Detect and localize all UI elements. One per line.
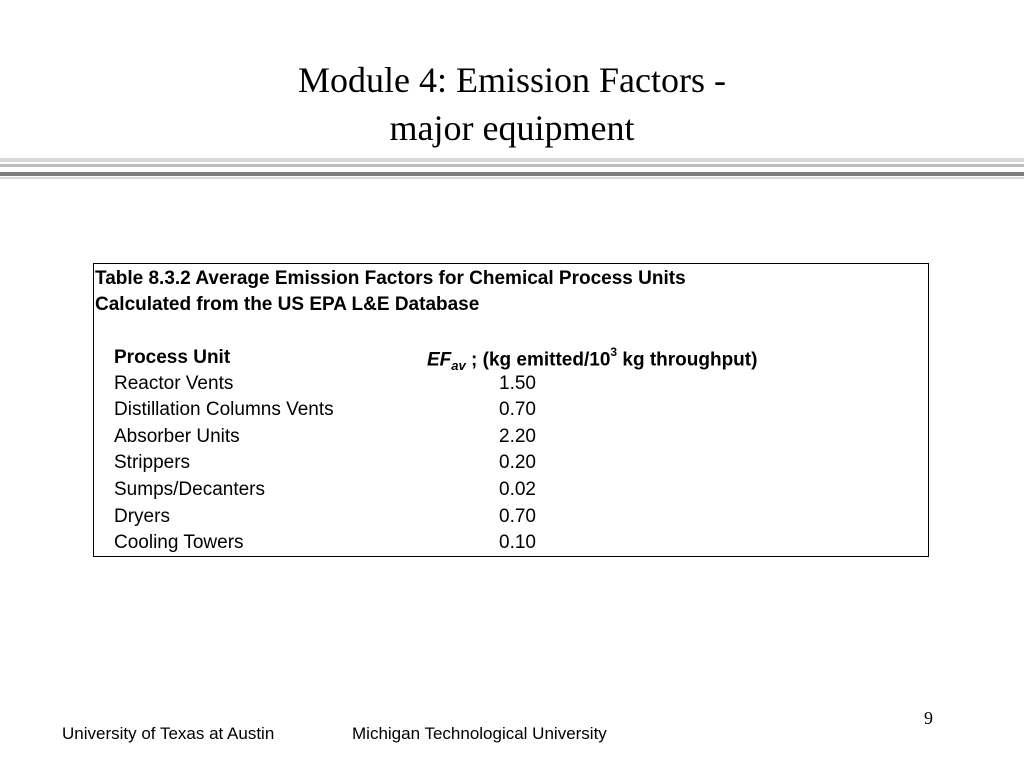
process-unit-cell: Absorber Units [114,426,240,447]
process-unit-cell: Dryers [114,506,170,527]
column-header-emission-factor [427,347,757,373]
emission-factor-cell: 2.20 [499,426,536,447]
emission-factor-cell: 1.50 [499,373,536,394]
slide-title [0,56,1024,152]
emission-factor-cell: 0.70 [499,506,536,527]
ef-symbol: EF [427,349,452,371]
title-line-1: Module 4: Emission Factors - [298,60,726,100]
footer-michigan-tech: Michigan Technological University [352,724,607,743]
process-unit-cell: Strippers [114,452,191,473]
footer-university-texas: University of Texas at Austin [62,724,275,743]
title-line-2: major equipment [389,108,635,148]
ef-units-tail: kg throughput) [617,349,758,371]
table-row [94,452,928,478]
emission-factor-cell: 0.70 [499,399,536,420]
table-row [94,532,928,558]
divider-line [0,158,1024,162]
divider-line [0,172,1024,176]
emission-factor-cell: 0.20 [499,452,536,473]
process-unit-cell: Reactor Vents [114,373,234,394]
ef-subscript: av [451,358,466,374]
table-caption-line-2: Calculated from the US EPA L&E Database [95,294,480,315]
ef-units: ; (kg emitted/10 [465,349,611,371]
emission-factors-table [93,263,929,557]
emission-factor-cell: 0.02 [499,479,536,500]
table-row [94,426,928,452]
page-number: 9 [924,708,933,728]
table-row [94,373,928,399]
table-caption-line-1: Table 8.3.2 Average Emission Factors for Chemical Process Units [95,268,686,289]
ef-exponent: 3 [610,345,618,359]
divider-line [0,164,1024,167]
table-row [94,399,928,425]
divider-line [0,177,1024,179]
process-unit-cell: Cooling Towers [114,532,244,553]
table-row [94,506,928,532]
column-header-process-unit: Process Unit [114,347,231,368]
table-row [94,479,928,505]
emission-factor-cell: 0.10 [499,532,536,553]
process-unit-cell: Distillation Columns Vents [114,399,334,420]
process-unit-cell: Sumps/Decanters [114,479,266,500]
